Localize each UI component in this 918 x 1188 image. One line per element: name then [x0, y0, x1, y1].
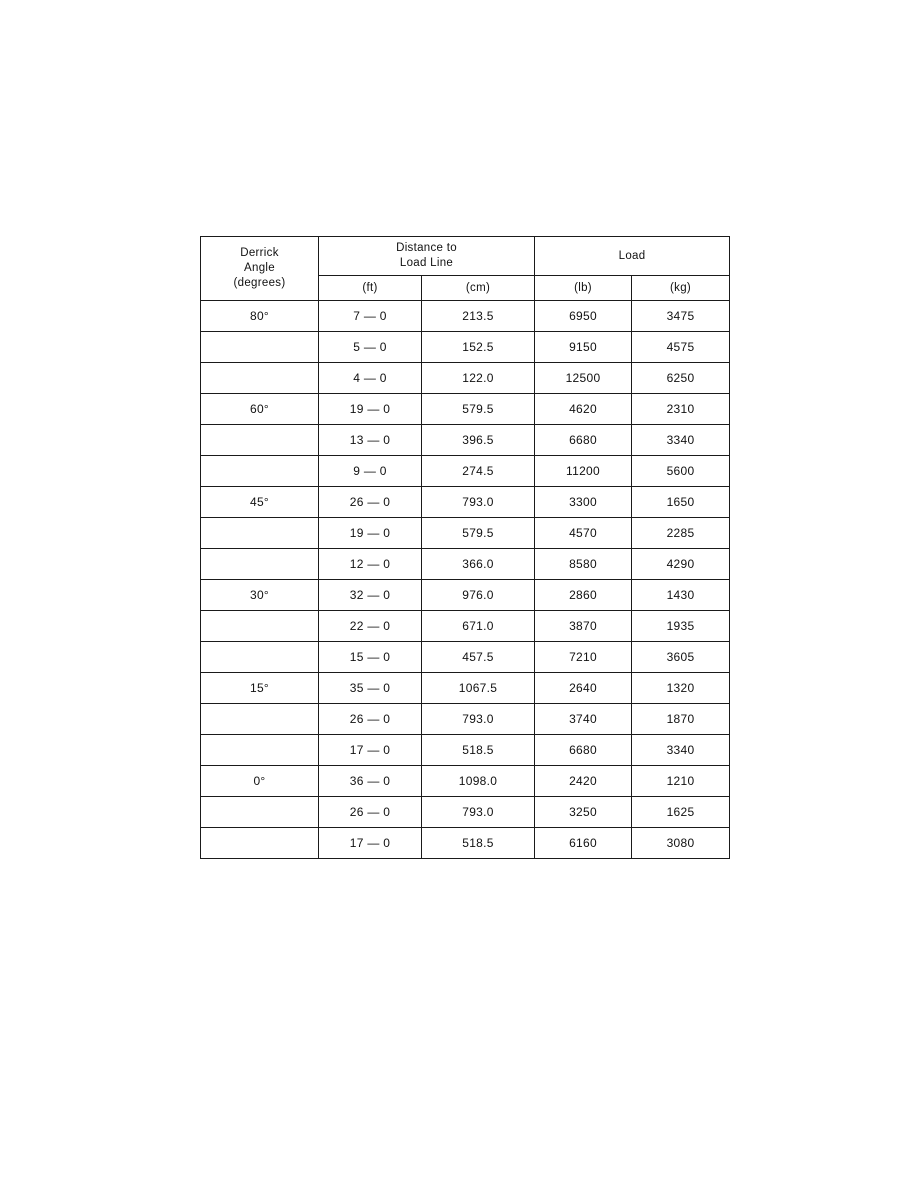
cell-ft: 7 — 0: [319, 301, 422, 332]
cell-angle: [201, 797, 319, 828]
cell-cm: 274.5: [422, 456, 535, 487]
table-row: [201, 487, 730, 518]
table-row: [201, 363, 730, 394]
cell-kg: 4290: [632, 549, 730, 580]
cell-angle: [201, 704, 319, 735]
cell-cm: 152.5: [422, 332, 535, 363]
cell-ft: 17 — 0: [319, 828, 422, 859]
cell-ft: 19 — 0: [319, 394, 422, 425]
cell-ft: 26 — 0: [319, 704, 422, 735]
cell-angle: 15°: [201, 673, 319, 704]
cell-kg: 5600: [632, 456, 730, 487]
cell-angle: [201, 549, 319, 580]
cell-ft: 17 — 0: [319, 735, 422, 766]
cell-lb: 6160: [535, 828, 632, 859]
cell-kg: 1650: [632, 487, 730, 518]
cell-lb: 4570: [535, 518, 632, 549]
cell-lb: 11200: [535, 456, 632, 487]
cell-cm: 457.5: [422, 642, 535, 673]
cell-cm: 793.0: [422, 704, 535, 735]
cell-angle: [201, 518, 319, 549]
cell-kg: 3340: [632, 425, 730, 456]
cell-lb: 6680: [535, 735, 632, 766]
cell-lb: 2640: [535, 673, 632, 704]
cell-lb: 9150: [535, 332, 632, 363]
cell-angle: [201, 456, 319, 487]
cell-kg: 3605: [632, 642, 730, 673]
table-body: [201, 301, 730, 859]
cell-cm: 793.0: [422, 487, 535, 518]
cell-angle: [201, 363, 319, 394]
cell-angle: 0°: [201, 766, 319, 797]
cell-cm: 793.0: [422, 797, 535, 828]
header-lb: (lb): [535, 276, 632, 301]
cell-ft: 12 — 0: [319, 549, 422, 580]
cell-cm: 1098.0: [422, 766, 535, 797]
table-row: [201, 611, 730, 642]
table-row: [201, 549, 730, 580]
cell-kg: 1430: [632, 580, 730, 611]
header-distance-to-load-line: [319, 237, 535, 276]
cell-angle: 45°: [201, 487, 319, 518]
cell-lb: 7210: [535, 642, 632, 673]
cell-ft: 4 — 0: [319, 363, 422, 394]
cell-kg: 3475: [632, 301, 730, 332]
cell-ft: 13 — 0: [319, 425, 422, 456]
cell-ft: 35 — 0: [319, 673, 422, 704]
header-derrick-angle: [201, 237, 319, 301]
cell-kg: 1320: [632, 673, 730, 704]
cell-lb: 3250: [535, 797, 632, 828]
table-row: [201, 673, 730, 704]
cell-angle: 80°: [201, 301, 319, 332]
table-row: [201, 797, 730, 828]
cell-cm: 518.5: [422, 828, 535, 859]
cell-lb: 2420: [535, 766, 632, 797]
cell-lb: 3870: [535, 611, 632, 642]
cell-ft: 26 — 0: [319, 487, 422, 518]
table-row: [201, 642, 730, 673]
table-row: [201, 425, 730, 456]
cell-angle: [201, 332, 319, 363]
cell-lb: 2860: [535, 580, 632, 611]
cell-cm: 213.5: [422, 301, 535, 332]
cell-kg: 2285: [632, 518, 730, 549]
cell-cm: 122.0: [422, 363, 535, 394]
cell-cm: 579.5: [422, 518, 535, 549]
cell-ft: 22 — 0: [319, 611, 422, 642]
cell-kg: 3080: [632, 828, 730, 859]
cell-kg: 1625: [632, 797, 730, 828]
cell-kg: 4575: [632, 332, 730, 363]
cell-ft: 32 — 0: [319, 580, 422, 611]
cell-kg: 1935: [632, 611, 730, 642]
cell-lb: 6950: [535, 301, 632, 332]
cell-angle: [201, 828, 319, 859]
cell-kg: 1210: [632, 766, 730, 797]
cell-ft: 15 — 0: [319, 642, 422, 673]
cell-cm: 366.0: [422, 549, 535, 580]
cell-angle: [201, 425, 319, 456]
cell-angle: 30°: [201, 580, 319, 611]
cell-lb: 3740: [535, 704, 632, 735]
header-ft: (ft): [319, 276, 422, 301]
table-row: [201, 518, 730, 549]
cell-angle: [201, 735, 319, 766]
header-distance-line-1: Distance to: [396, 242, 457, 254]
cell-kg: 6250: [632, 363, 730, 394]
cell-kg: 3340: [632, 735, 730, 766]
cell-lb: 4620: [535, 394, 632, 425]
table-row: [201, 766, 730, 797]
derrick-load-table: [200, 236, 730, 859]
cell-cm: 396.5: [422, 425, 535, 456]
table-row: [201, 301, 730, 332]
cell-cm: 579.5: [422, 394, 535, 425]
cell-angle: [201, 642, 319, 673]
header-angle-line-2: Angle: [244, 262, 275, 274]
cell-ft: 5 — 0: [319, 332, 422, 363]
cell-ft: 36 — 0: [319, 766, 422, 797]
cell-lb: 12500: [535, 363, 632, 394]
header-distance-line-2: Load Line: [399, 257, 454, 269]
cell-kg: 1870: [632, 704, 730, 735]
header-angle-line-3: (degrees): [233, 277, 286, 289]
cell-ft: 9 — 0: [319, 456, 422, 487]
cell-cm: 976.0: [422, 580, 535, 611]
cell-ft: 26 — 0: [319, 797, 422, 828]
table-row: [201, 332, 730, 363]
header-cm: (cm): [422, 276, 535, 301]
table-row: [201, 735, 730, 766]
header-kg: (kg): [632, 276, 730, 301]
cell-angle: [201, 611, 319, 642]
header-load: Load: [535, 237, 730, 276]
cell-angle: 60°: [201, 394, 319, 425]
cell-cm: 1067.5: [422, 673, 535, 704]
table-row: [201, 580, 730, 611]
table-row: [201, 828, 730, 859]
cell-cm: 518.5: [422, 735, 535, 766]
table-row: [201, 456, 730, 487]
header-angle-line-1: Derrick: [240, 247, 279, 259]
cell-kg: 2310: [632, 394, 730, 425]
cell-lb: 8580: [535, 549, 632, 580]
table-row: [201, 394, 730, 425]
cell-ft: 19 — 0: [319, 518, 422, 549]
table-row: [201, 704, 730, 735]
cell-lb: 3300: [535, 487, 632, 518]
cell-lb: 6680: [535, 425, 632, 456]
cell-cm: 671.0: [422, 611, 535, 642]
